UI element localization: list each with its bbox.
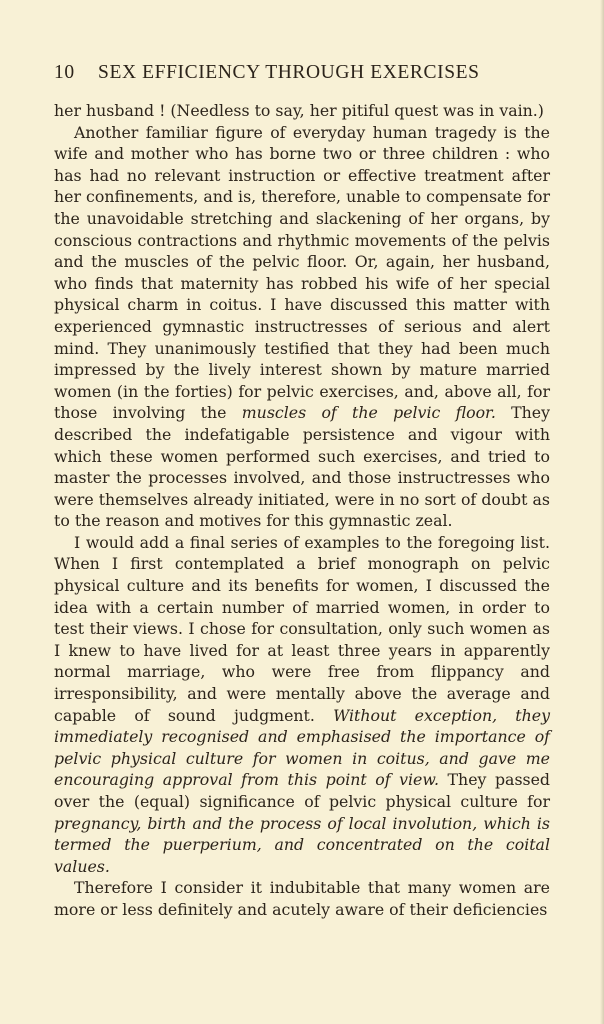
- paragraph-text: They described the indefatigable persistence and vigour with which these women performed such exercises, and tried to master the processes involved, and those instructresses who were themselves already initiated, were in no sort of doubt as to the reason and motives for this gymnastic zeal.: [54, 403, 551, 531]
- paragraph-text: Therefore I consider it indubitable that many women are more or less definitely and acutely aware of their deficiencies: [54, 878, 550, 919]
- paragraph-2: [54, 122, 550, 532]
- italic-phrase: Without exception, they immediately recognised and emphasised the importance of pelvic physical culture for women in coitus, and gave me encouraging approval from this point of view.: [54, 705, 550, 790]
- paragraph-1: [54, 100, 550, 122]
- paragraph-text: I would add a final series of examples to the foregoing list. When I first contemplated a brief monograph on pelvic physical culture and its benefits for women, I discussed the idea with a certain number of married women, in order to test their views. I chose for consultation, only such women as I knew to have lived for at least three years in apparently normal marriage, who were free from flippancy and irresponsibility, and were mentally above the average and capable of sound judgment.: [54, 532, 550, 725]
- paragraph-3: [54, 532, 550, 878]
- paragraph-4: [54, 877, 550, 920]
- running-head-title: SEX EFFICIENCY THROUGH EXERCISES: [98, 62, 480, 83]
- paragraph-text: her husband ! (Needless to say, her pitiful quest was in vain.): [54, 101, 544, 120]
- page-edge-shadow: [600, 0, 604, 1024]
- book-page: [54, 62, 550, 921]
- running-head: [54, 62, 550, 84]
- italic-phrase: muscles of the pelvic floor.: [241, 403, 496, 423]
- paragraph-text: Another familiar figure of everyday human tragedy is the wife and mother who has borne two or three children : who has had no relevant instruction or effective treatment after her confinements, and is, therefore, unable to compensate for the unavoidable stretching and slackening of her organs, by conscious contractions and rhythmic movements of the pelvis and the muscles of the pelvic floor. Or, again, her husband, who finds that maternity has robbed his wife of her special physical charm in coitus. I have discussed this matter with experienced gymnastic instructresses of serious and alert mind. They unanimously testified that they had been much impressed by the lively interest shown by mature married women (in the forties) for pelvic exercises, and, above all, for those involving the: [54, 122, 550, 423]
- paragraph-text: They passed over the (equal) significance of pelvic physical culture for: [54, 770, 551, 811]
- page-number: 10: [54, 62, 75, 83]
- body-text: [54, 100, 550, 921]
- italic-phrase: pregnancy, birth and the process of local involution, which is termed the puerperium, and concentrated on the coital values.: [54, 813, 550, 876]
